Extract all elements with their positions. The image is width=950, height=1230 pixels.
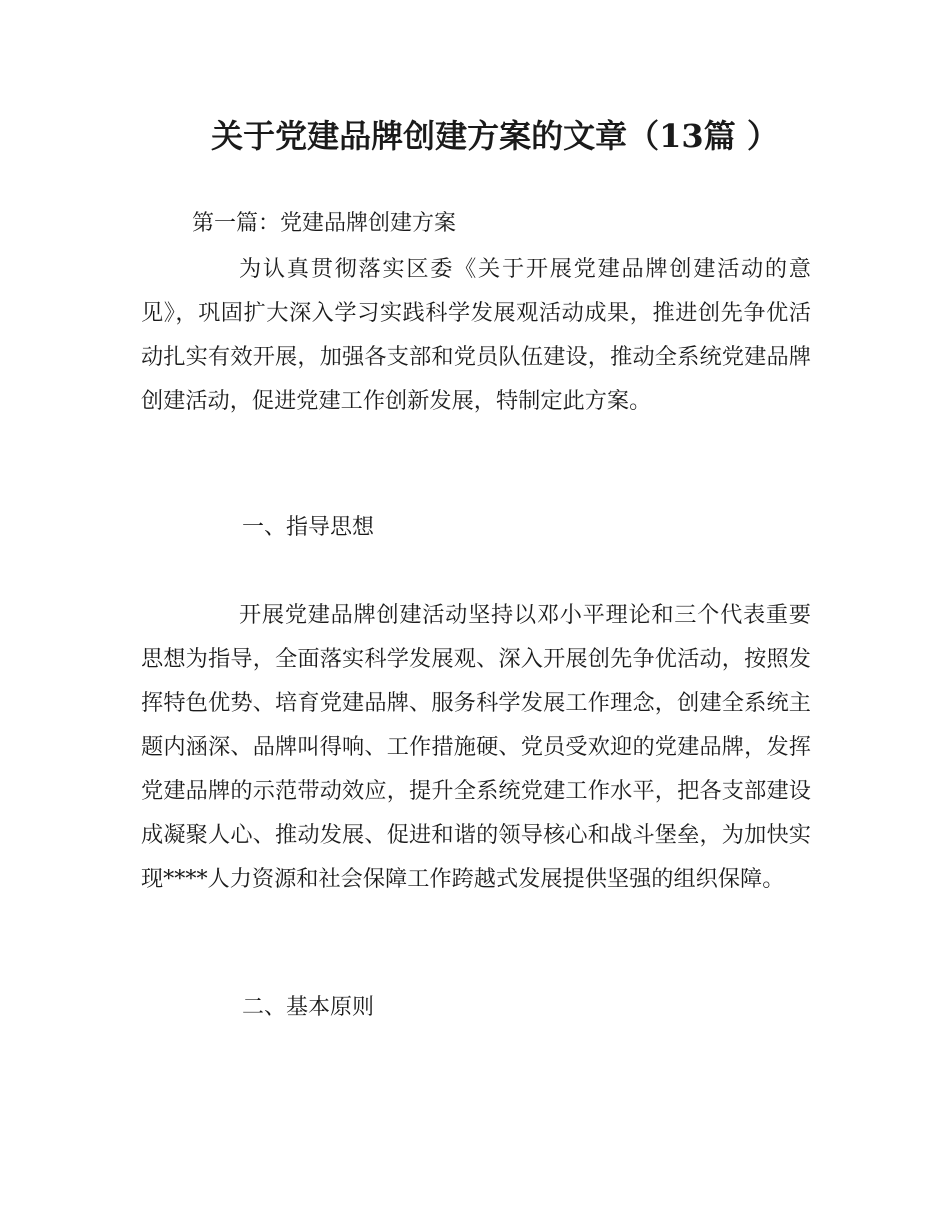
section-paragraph-guiding-ideology: 开展党建品牌创建活动坚持以邓小平理论和三个代表重要思想为指导，全面落实科学发展观、深入开展创先争优活动，按照发挥特色优势、培育党建品牌、服务科学发展工作理念，创建全系统主题内涵深、品牌叫得响、工作措施硬、党员受欢迎的党建品牌，发挥党建品牌的示范带动效应，提升全系统党建工作水平，把各支部建设成凝聚人心、推动发展、促进和谐的领导核心和战斗堡垒，为加快实现****人力资源和社会保障工作跨越式发展提供坚强的组织保障。: [141, 602, 811, 892]
section-heading-guiding-ideology: 一、指导思想: [242, 515, 375, 540]
document-title: 关于党建品牌创建方案的文章（13篇 ）: [211, 117, 779, 155]
intro-paragraph: 为认真贯彻落实区委《关于开展党建品牌创建活动的意见》，巩固扩大深入学习实践科学发展观活动成果，推进创先争优活动扎实有效开展，加强各支部和党员队伍建设，推动全系统党建品牌创建活动，促进党建工作创新发展，特制定此方案。: [141, 256, 811, 414]
section-heading-basic-principles: 二、基本原则: [242, 995, 375, 1020]
chapter-heading: 第一篇：党建品牌创建方案: [192, 211, 457, 236]
